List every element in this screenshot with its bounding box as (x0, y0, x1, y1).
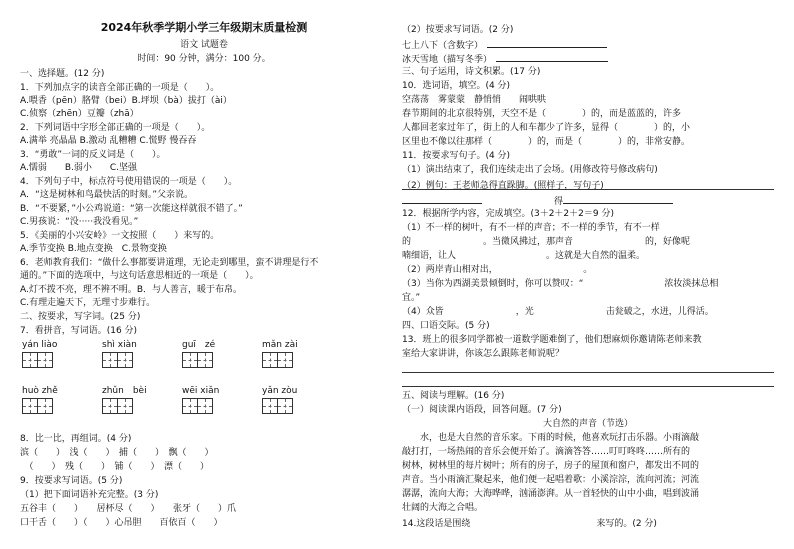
question-4-option-a: A．“这是树林和鸟最快活的时刻。”父亲说。 (20, 190, 193, 200)
writing-grid[interactable] (182, 352, 212, 371)
section-2-heading: 二、按要求，写字词。(25 分) (20, 312, 141, 322)
question-9-item-b (402, 52, 608, 64)
writing-grid[interactable] (262, 398, 292, 417)
question-12-part-1-a: （1）不一样的树叶，有不一样的声音；不一样的季节，有不一样 (402, 223, 660, 233)
question-14: 14.这段话是围绕 来写的。(2 分) (402, 519, 657, 529)
pinyin-label: mǎn zài (262, 340, 298, 350)
passage-line: 敲打打，一场热闹的音乐会便开始了。滴滴答答……叮叮咚咚……所有的 (402, 447, 691, 457)
question-4-option-c: C.男孩说：“没·····我没看见。” (20, 217, 139, 227)
answer-blank[interactable] (496, 52, 608, 62)
question-5: 5．《美丽的小兴安岭》一文按照（ ）来写的。 (20, 231, 220, 241)
question-3: 3．“勇敢”一词的反义词是（ ）。 (20, 150, 166, 160)
question-10-text-3: 区里也不像以往那样（ ）的，而是（ ）的，非常安静。 (402, 137, 691, 147)
question-11-part-2: （2）例句：王老师急得直跺脚。(照样子，写句子) (402, 181, 604, 191)
passage-line: 水，也是大自然的音乐家。下雨的时候，他喜欢玩打击乐器。小雨滴敲 (402, 433, 700, 443)
question-2-options: A.满举 亮晶晶 B.激动 乱糟糟 C.慌野 慢吞吞 (20, 136, 197, 146)
question-13-line-1: 13．班上的很多同学都被一道数学题难倒了，他们想麻烦你邀请陈老师来教 (402, 335, 702, 345)
question-9: 9．按要求写词语。(5 分) (20, 476, 123, 486)
section-5-heading: 五、阅读与理解。(16 分) (402, 391, 505, 401)
pinyin-label: huò zhě (22, 386, 58, 396)
question-10-word-bank: 空荡荡 雾蒙蒙 静悄悄 闹哄哄 (402, 95, 547, 105)
question-1-option-c: C.侦察（zhēn）豆瓣（zhā） (20, 109, 139, 119)
passage-line: 声音。当小雨滴汇聚起来，他们便一起唱着歌：小溪淙淙，流向河流；河流 (402, 475, 700, 485)
question-8-row-1: 滨（ ） 浅（ ） 捕（ ） 飘（ ） (20, 448, 214, 458)
question-12: 12．根据所学内容，完成填空。(3＋2＋2＋2＝9 分) (402, 209, 614, 219)
question-13-line-2: 室给大家讲讲，你该怎么跟陈老师说呢？ (402, 349, 565, 359)
question-3-options: A.懦弱 B.弱小 C.坚强 (20, 163, 138, 173)
question-1: 1．下列加点字的读音全部正确的一项是（ ）。 (20, 83, 220, 93)
passage-line: 壮阔的大海之合唱。 (402, 503, 484, 513)
question-12-part-1-c: 喃细语，让人 。这就是大自然的温柔。 (402, 251, 646, 261)
pinyin-label: wēi xiǎn (182, 386, 220, 396)
answer-line[interactable] (402, 372, 774, 373)
question-12-part-1-b: 的 。当微风拂过，那声音 的，好像呢 (402, 237, 691, 247)
question-9-item-a (402, 38, 607, 50)
question-6-line-2: 通的。”下面的选项中，与这句话意思相近的一项是（ ）。 (20, 271, 259, 281)
question-1-option-ab: A.喂香（pēn）胳臂（bei）B.坪坝（bà）拔打（ài） (20, 96, 232, 106)
question-9-row-1: 五谷丰（ ） 居杯尽（ ） 张牙（ ）爪 (20, 504, 237, 514)
question-12-part-3: （3）当你为西湖美景倾倒时，你可以赞叹：“ 浓妆淡抹总相 (402, 279, 719, 289)
question-12-part-4: （4）众皆 ，光 击瓮破之，水迸，儿得活。 (402, 307, 714, 317)
writing-grid[interactable] (262, 352, 292, 371)
writing-grid[interactable] (22, 398, 52, 417)
question-2: 2．下列词语中字形全部正确的一项是（ ）。 (20, 123, 211, 133)
section-3-heading: 三、句子运用，诗文积累。(17 分) (402, 67, 541, 77)
question-8-row-2: （ ） 残（ ） 铺（ ） 漂（ ） (20, 462, 210, 472)
question-5-options: A.季节变换 B.地点变换 C.景物变换 (20, 244, 167, 254)
question-12-part-2: （2）两岸青山相对出， 。 (402, 265, 593, 275)
exam-subtitle: 语文 试题卷 (180, 40, 228, 50)
answer-blank[interactable] (563, 194, 673, 204)
writing-grid[interactable] (102, 398, 132, 417)
answer-blank[interactable] (402, 194, 482, 204)
question-8: 8．比一比，再组词。(4 分) (20, 434, 132, 444)
writing-grid[interactable] (22, 352, 52, 371)
question-10-text-1: 春节期间的北京很特别，天空不是（ ）的，而是蓝蓝的，许多 (402, 109, 682, 119)
question-11-part-1: （1）演出结束了，我们连续走出了会场。(用修改符号修改病句) (402, 165, 658, 175)
pattern-text: 得 (482, 197, 564, 207)
question-12-part-3-end: 宜。” (402, 293, 421, 303)
passage-title: 大自然的声音（节选） (542, 419, 633, 429)
exam-title: 2024年秋季学期小学三年级期末质量检测 (100, 21, 308, 34)
pinyin-label: guī zé (182, 340, 216, 350)
pinyin-label: yǎn zòu (262, 386, 298, 396)
question-4-option-b: B．“不要紧，”小公鸡说道：“第一次能这样就很不错了。” (20, 204, 243, 214)
question-10: 10．选词语，填空。(4 分) (402, 81, 511, 91)
question-9-row-2: 口干舌（ ）（ ）心吊胆 百依百（ ） (20, 518, 223, 528)
question-9-part-1: （1）把下面词语补充完整。(3 分) (20, 490, 159, 500)
exam-meta: 时间：90 分钟，满分：100 分。 (137, 54, 271, 64)
passage-line: 树林，树林里的每片树叶；所有的房子，房子的屋顶和窗户，都发出不同的 (402, 461, 700, 471)
question-6-option-c: C.有理走遍天下，无理寸步难行。 (20, 298, 156, 308)
answer-blank[interactable] (487, 38, 607, 48)
reading-part-1-heading: （一）阅读课内语段，回答问题。(7 分) (402, 405, 562, 415)
answer-line[interactable] (402, 386, 774, 387)
passage-line: 潺潺，流向大海；大海哗哗，汹涌澎湃。从一首轻快的山中小曲，唱到波涌 (402, 489, 700, 499)
question-9-item-b-text: 冰天雪地（描写冬季） (402, 55, 493, 65)
question-6-line-1: 6．老师教育我们：“做什么事都要讲道理，无论走到哪里，蛮不讲理是行不 (20, 258, 319, 268)
question-11: 11．按要求写句子。(4 分) (402, 151, 511, 161)
question-10-text-2: 人都回老家过年了，街上的人和车都少了许多，显得（ ）的，小 (402, 123, 691, 133)
section-4-heading: 四、口语交际。(5 分) (402, 321, 490, 331)
question-7: 7．看拼音，写词语。(16 分) (20, 326, 138, 336)
pinyin-label: shì xiàn (102, 340, 137, 350)
pinyin-label: zhǔn bèi (102, 386, 147, 396)
question-11-part-2-pattern (402, 194, 673, 206)
pinyin-label: yán liào (22, 340, 58, 350)
question-4: 4．下列句子中，标点符号使用错误的一项是（ ）。 (20, 177, 238, 187)
question-9-item-a-text: 七上八下（含数字） (402, 41, 484, 51)
section-1-heading: 一、选择题。(12 分) (20, 69, 105, 79)
writing-grid[interactable] (102, 352, 132, 371)
writing-grid[interactable] (182, 398, 212, 417)
question-6-option-ab: A.灯不拨不亮，理不辨不明。B．与人善言，暖于布帛。 (20, 285, 243, 295)
question-9-part-2: （2）按要求写词语。(2 分) (402, 25, 514, 35)
